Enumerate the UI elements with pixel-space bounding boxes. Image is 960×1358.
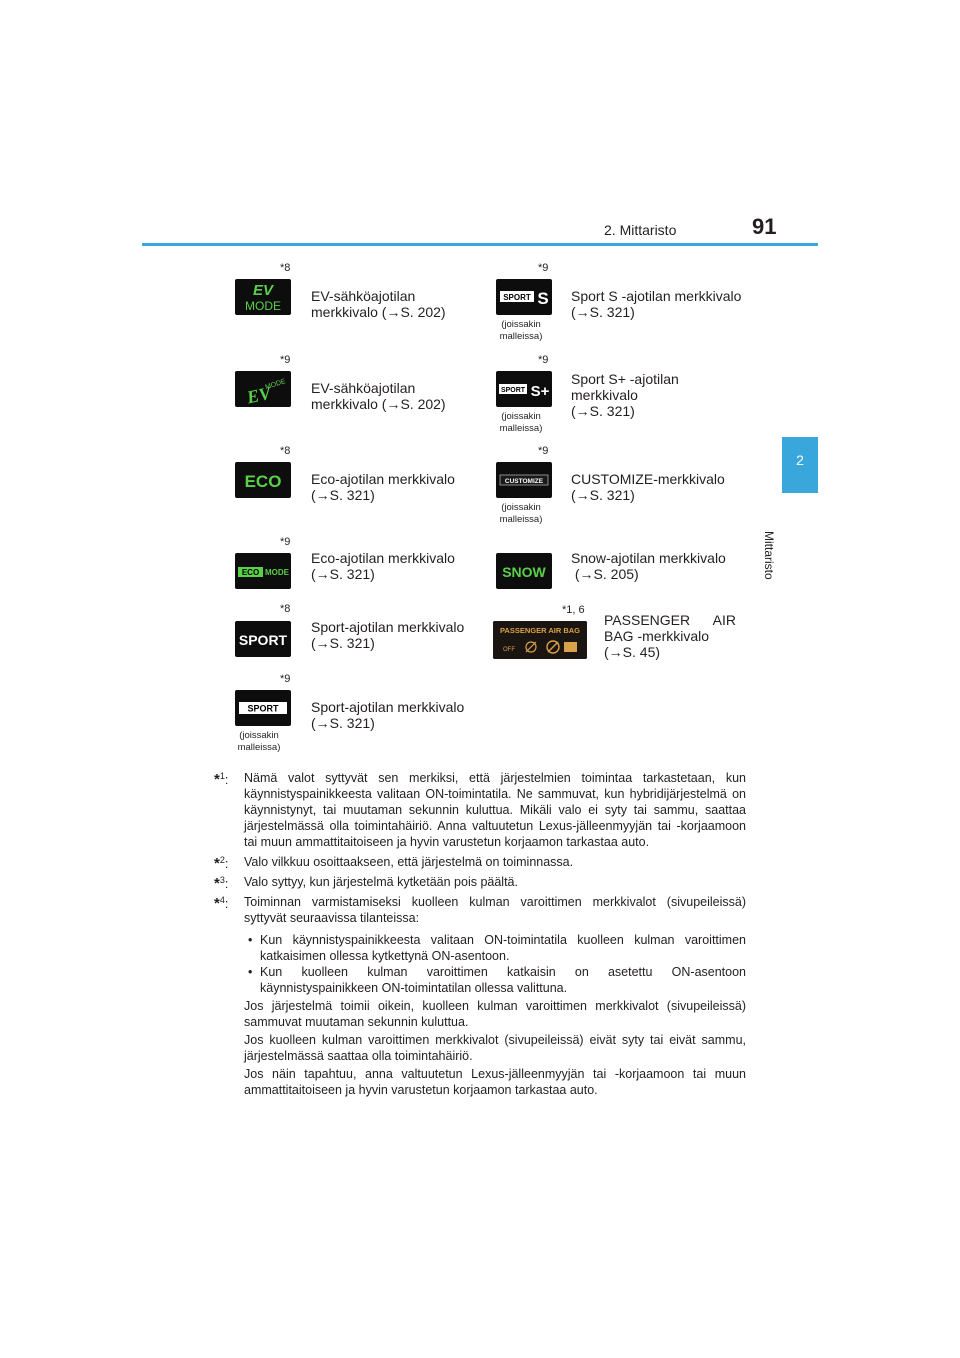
indicator-description: EV-sähköajotilan merkkivalo (→S. 202) — [311, 288, 446, 320]
svg-text:ECO: ECO — [244, 472, 282, 491]
footnotes — [214, 770, 746, 1102]
svg-text:PASSENGER AIR BAG: PASSENGER AIR BAG — [499, 626, 581, 635]
indicator-description: Snow-ajotilan merkkivalo (→S. 205) — [571, 550, 726, 582]
svg-text:EV: EV — [245, 382, 273, 407]
paragraph: Jos kuolleen kulman varoittimen merkkivalot (sivupeileissä) eivät syty tai eivät sammu, järjestelmässä saattaa olla toimintahäiriö. — [244, 1033, 746, 1063]
ev-mode-green-icon — [235, 279, 291, 315]
paragraph: Jos järjestelmä toimii oikein, kuolleen kulman varoittimen merkkivalot (sivupeileissä) sammuvat muutaman sekunnin kuluttua. — [244, 999, 746, 1029]
footnote-marker: *1, 6 — [562, 604, 585, 616]
sport-white-icon — [235, 690, 291, 726]
svg-text:MODE: MODE — [265, 568, 289, 577]
mode-text: MODE — [245, 299, 281, 313]
ev-text: EV — [252, 282, 274, 299]
eco-icon — [235, 462, 291, 498]
indicator-description: EV-sähköajotilan merkkivalo (→S. 202) — [311, 380, 446, 412]
svg-text:MODE: MODE — [264, 378, 287, 392]
snow-icon — [496, 553, 552, 589]
footnote-1: *$^1$: Nämä valot syttyvät sen merkiksi, että järjestelmien toimintaa tarkastetaan, kun käynnistyspainikkeesta valitaan ON-toimintatila. Ne sammuvat, kun hybridijärjestelmä on käynnistynyt, tai muutaman sekunnin kuluttua. Mikäli valo ei syty tai sammu, saattaa järjestelmässä olla toimintahäiriö. Anna valtuutetun Lexus-jälleenmyyjän tai -korjaamoon tai muun ammattitaitoiseen ja hyvin varustetun korjaamon tarkastaa auto. — [214, 771, 746, 849]
indicator-description: Sport S+ -ajotilan merkkivalo (→S. 321) — [571, 371, 679, 419]
footnote-marker: *9 — [538, 262, 549, 274]
list-item: • Kun käynnistyspainikkeesta valitaan ON-toimintatila kuolleen kulman varoittimen katkaisimen ollessa kytkettynä ON-asentoon. — [244, 932, 746, 964]
eco-mode-icon — [235, 553, 291, 589]
paragraph: Jos näin tapahtuu, anna valtuutetun Lexus-jälleenmyyjän tai -korjaamoon tai muun ammattitaitoiseen ja hyvin varustetun korjaamon tarkastaa auto. — [244, 1067, 746, 1097]
list-item: • Kun kuolleen kulman varoittimen katkaisin on asetettu ON-asentoon käynnistyspainikkeen ON-toimintatilan ollessa valittuna. — [244, 964, 746, 996]
footnote-marker: *9 — [280, 536, 291, 548]
indicator-description: Sport-ajotilan merkkivalo (→S. 321) — [311, 699, 465, 731]
chapter-tab — [782, 437, 818, 493]
svg-text:SNOW: SNOW — [502, 564, 546, 580]
ev-mode-script-icon — [235, 371, 291, 407]
footnote-marker: *8 — [280, 445, 291, 457]
footnote-marker: *9 — [538, 354, 549, 366]
footnote-marker: *9 — [280, 354, 291, 366]
indicator-description: PASSENGER AIR BAG -merkkivalo (→S. 45) — [604, 612, 737, 660]
footnote-2: *$^2$: Valo vilkkuu osoittaakseen, että järjestelmä on toiminnassa. — [214, 855, 574, 873]
sport-s-icon — [496, 279, 552, 315]
chapter-number: 2 — [796, 452, 804, 468]
indicator-description: Sport-ajotilan merkkivalo (→S. 321) — [311, 619, 465, 651]
section-title: 2. Mittaristo — [604, 222, 677, 238]
chapter-label: Mittaristo — [762, 531, 776, 580]
model-note: (joissakin malleissa) — [499, 319, 543, 342]
svg-text:S: S — [537, 289, 549, 308]
svg-text:SPORT: SPORT — [503, 293, 531, 302]
svg-text:ECO: ECO — [241, 568, 260, 577]
svg-text:CUSTOMIZE: CUSTOMIZE — [504, 478, 544, 485]
svg-text:SPORT: SPORT — [500, 387, 526, 394]
footnote-marker: *8 — [280, 603, 291, 615]
footnote-marker: *9 — [538, 445, 549, 457]
svg-text:SPORT: SPORT — [247, 703, 279, 714]
indicator-description: Sport S -ajotilan merkkivalo (→S. 321) — [571, 288, 742, 320]
passenger-airbag-icon — [493, 621, 587, 659]
sport-icon — [235, 621, 291, 657]
sport-s-plus-icon — [496, 371, 552, 407]
customize-icon — [496, 462, 552, 498]
svg-text:SPORT: SPORT — [238, 632, 288, 648]
footnote-3: *$^3$: Valo syttyy, kun järjestelmä kytketään pois päältä. — [214, 875, 518, 893]
indicator-description: Eco-ajotilan merkkivalo (→S. 321) — [311, 550, 455, 582]
footnote-marker: *8 — [280, 262, 291, 274]
footnote-marker: *9 — [280, 673, 291, 685]
model-note: (joissakin malleissa) — [237, 730, 281, 753]
svg-text:S+: S+ — [530, 383, 550, 400]
footnote-4: *$^4$: Toiminnan varmistamiseksi kuolleen kulman varoittimen merkkivalot (sivupeileissä) syttyvät seuraavissa tilanteissa: • Kun käynnistyspainikkeesta valitaan ON-toimintatila kuolleen kulman varoittimen katkaisimen ollessa kytkettynä ON-asentoon. • Kun kuolleen kulman varoittimen katkaisin on asetettu ON-asentoon käynnistyspainikkeen ON-toimintatilan ollessa valittuna. Jos järjestelmä toimii oikein, kuolleen kulman varoittimen merkkivalot (sivupeileissä) sammuvat muutaman sekunnin kuluttua. Jos kuolleen kulman varoittimen merkkivalot (sivupeileissä) eivät syty tai eivät sammu, järjestelmässä saattaa olla toimintahäiriö. Jos näin tapahtuu, anna valtuutetun Lexus-jälleenmyyjän tai -korjaamoon tai muun ammattitaitoiseen ja hyvin varustetun korjaamon tarkastaa auto. — [214, 894, 746, 1098]
indicator-description: Eco-ajotilan merkkivalo (→S. 321) — [311, 471, 455, 503]
model-note: (joissakin malleissa) — [499, 411, 543, 434]
page-number: 91 — [752, 214, 777, 239]
indicator-description: CUSTOMIZE-merkkivalo (→S. 321) — [571, 471, 725, 503]
model-note: (joissakin malleissa) — [499, 502, 543, 525]
svg-text:OFF: OFF — [503, 647, 515, 653]
header-rule — [142, 243, 818, 246]
